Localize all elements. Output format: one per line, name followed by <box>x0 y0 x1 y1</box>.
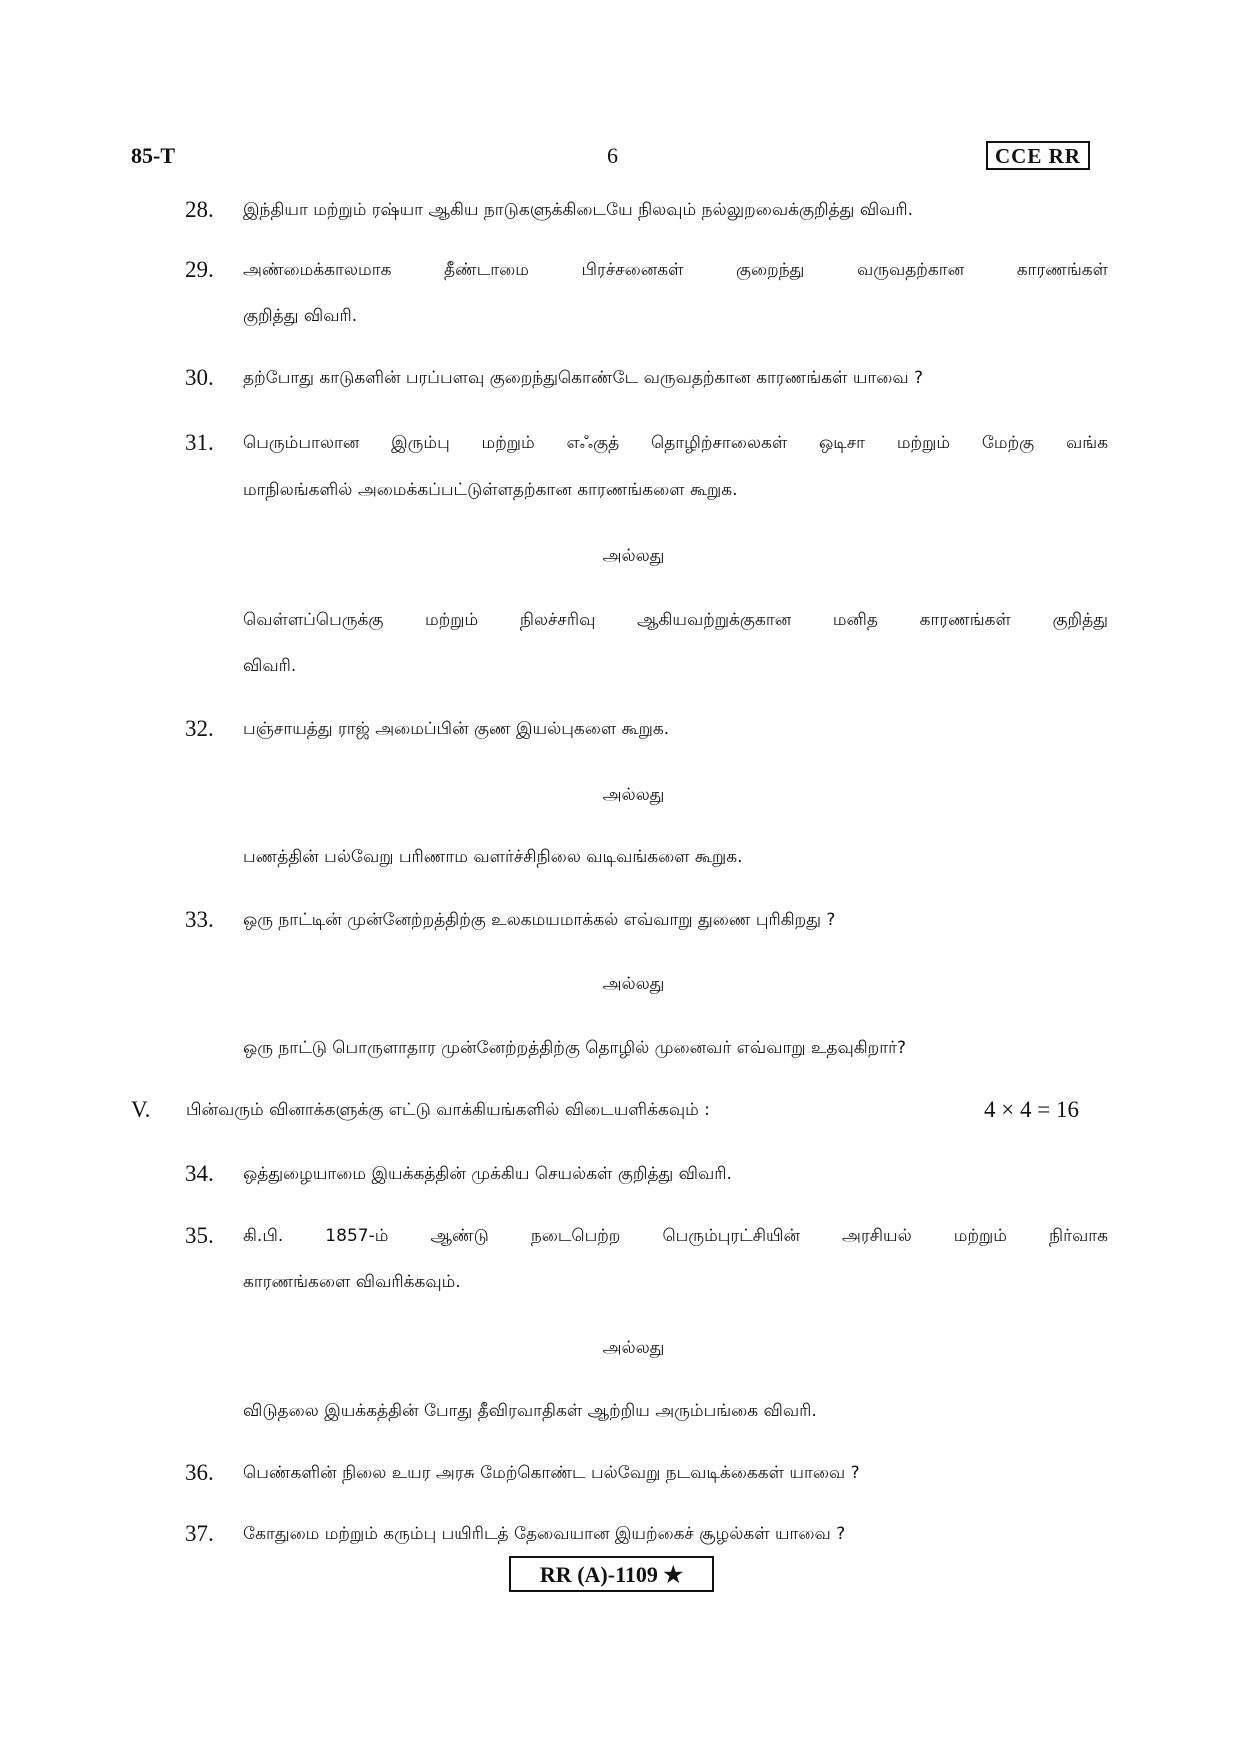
footer-code: RR (A)-1109 ★ <box>509 1556 714 1592</box>
question-number-36: 36. <box>185 1460 214 1485</box>
series-badge: CCE RR <box>986 141 1090 170</box>
or-label: அல்லது <box>602 974 665 994</box>
question-number-34: 34. <box>185 1161 214 1186</box>
question-35-alt-line-1: விடுதலை இயக்கத்தின் போது தீவிரவாதிகள் ஆற்றிய அரும்பங்கை விவரி. <box>243 1401 817 1421</box>
section-instruction: பின்வரும் வினாக்களுக்கு எட்டு வாக்கியங்களில் விடையளிக்கவும் : <box>186 1100 710 1120</box>
question-28-line-1: இந்தியா மற்றும் ரஷ்யா ஆகிய நாடுகளுக்கிடையே நிலவும் நல்லுறவைக்குறித்து விவரி. <box>243 200 914 220</box>
question-34-line-1: ஒத்துழையாமை இயக்கத்தின் முக்கிய செயல்கள் குறித்து விவரி. <box>243 1164 732 1184</box>
question-31-line-1: பெரும்பாலான இரும்பு மற்றும் எஃகுத் தொழிற்சாலைகள் ஒடிசா மற்றும் மேற்கு வங்க <box>243 433 1108 453</box>
question-31-alt-line-2: விவரி. <box>243 656 297 676</box>
or-label: அல்லது <box>602 785 665 805</box>
question-33-line-1: ஒரு நாட்டின் முன்னேற்றத்திற்கு உலகமயமாக்கல் எவ்வாறு துணை புரிகிறது ? <box>243 910 836 930</box>
question-29-line-2: குறித்து விவரி. <box>243 306 358 326</box>
question-number-33: 33. <box>185 907 214 932</box>
question-number-28: 28. <box>185 197 214 222</box>
question-31-alt-line-1: வெள்ளப்பெருக்கு மற்றும் நிலச்சரிவு ஆகியவற்றுக்குகான மனித காரணங்கள் குறித்து <box>243 610 1108 630</box>
question-36-line-1: பெண்களின் நிலை உயர அரசு மேற்கொண்ட பல்வேறு நடவடிக்கைகள் யாவை ? <box>243 1463 860 1483</box>
question-30-line-1: தற்போது காடுகளின் பரப்பளவு குறைந்துகொண்டே வருவதற்கான காரணங்கள் யாவை ? <box>243 368 924 388</box>
section-marks: 4 × 4 = 16 <box>984 1097 1079 1122</box>
question-35-line-2: காரணங்களை விவரிக்கவும். <box>243 1272 461 1292</box>
question-35-line-1: கி.பி. 1857-ம் ஆண்டு நடைபெற்ற பெரும்புரட்சியின் அரசியல் மற்றும் நிர்வாக <box>243 1226 1108 1246</box>
or-divider-33 <box>0 970 1241 998</box>
question-37-line-1: கோதுமை மற்றும் கரும்பு பயிரிடத் தேவையான இயற்கைச் சூழல்கள் யாவை ? <box>243 1524 846 1544</box>
or-divider-35 <box>0 1334 1241 1362</box>
question-number-32: 32. <box>185 716 214 741</box>
or-label: அல்லது <box>602 1338 665 1358</box>
paper-code: 85-T <box>131 143 175 168</box>
question-32-line-1: பஞ்சாயத்து ராஜ் அமைப்பின் குண இயல்புகளை கூறுக. <box>243 719 670 739</box>
page-number: 6 <box>607 143 618 168</box>
question-32-alt-line-1: பணத்தின் பல்வேறு பரிணாம வளர்ச்சிநிலை வடிவங்களை கூறுக. <box>243 847 743 867</box>
question-number-35: 35. <box>185 1223 214 1248</box>
or-divider-31 <box>0 542 1241 570</box>
or-divider-32 <box>0 781 1241 809</box>
question-number-37: 37. <box>185 1521 214 1546</box>
question-number-31: 31. <box>185 430 214 455</box>
question-29-line-1: அண்மைக்காலமாக தீண்டாமை பிரச்சனைகள் குறைந்து வருவதற்கான காரணங்கள் <box>243 260 1108 280</box>
or-label: அல்லது <box>602 546 665 566</box>
question-number-30: 30. <box>185 365 214 390</box>
question-31-line-2: மாநிலங்களில் அமைக்கப்பட்டுள்ளதற்கான காரணங்களை கூறுக. <box>243 480 738 500</box>
section-label: V. <box>131 1097 151 1122</box>
question-number-29: 29. <box>185 257 214 282</box>
question-33-alt-line-1: ஒரு நாட்டு பொருளாதார முன்னேற்றத்திற்கு தொழில் முனைவர் எவ்வாறு உதவுகிறார்? <box>243 1038 907 1058</box>
